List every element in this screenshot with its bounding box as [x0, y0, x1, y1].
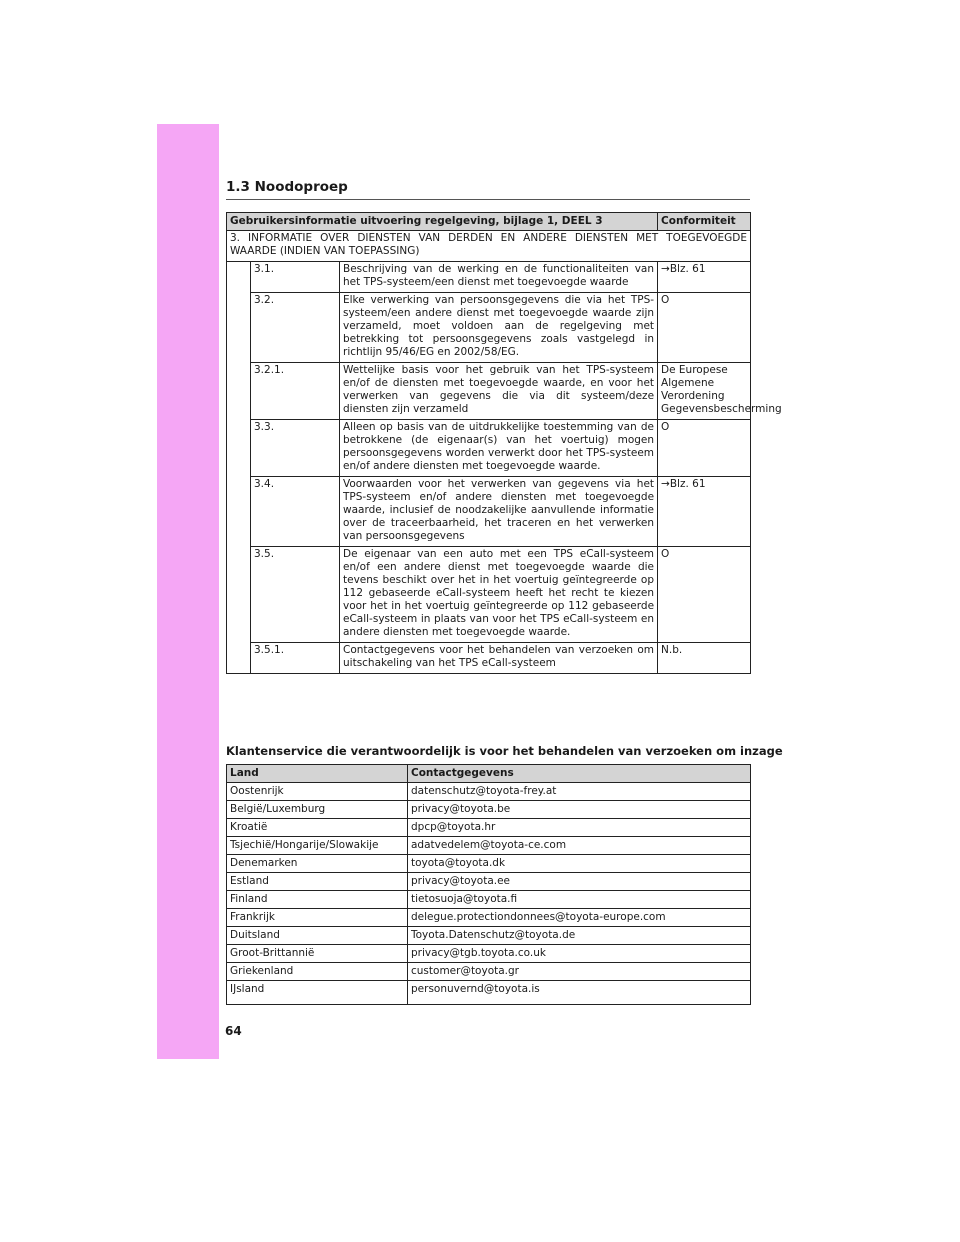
row-code: 3.2.1.	[251, 363, 340, 420]
row-description: Contactgegevens voor het behandelen van verzoeken om uitschakeling van het TPS eCall-systeem	[340, 643, 658, 674]
email-cell: delegue.protectiondonnees@toyota-europe.com	[408, 909, 751, 927]
table-row	[227, 363, 751, 420]
table-row	[227, 801, 751, 819]
country-cell: IJsland	[227, 981, 408, 1005]
regulation-table	[226, 212, 782, 674]
country-cell: België/Luxemburg	[227, 801, 408, 819]
table-row	[227, 819, 751, 837]
email-cell: privacy@toyota.ee	[408, 873, 751, 891]
email-cell: Toyota.Datenschutz@toyota.de	[408, 927, 751, 945]
email-cell: personuvernd@toyota.is	[408, 981, 751, 1005]
row-code: 3.2.	[251, 293, 340, 363]
email-cell: dpcp@toyota.hr	[408, 819, 751, 837]
table-row	[227, 927, 751, 945]
contacts-heading: Klantenservice die verantwoordelijk is voor het behandelen van verzoeken om inzage	[226, 744, 783, 758]
indent-cell	[227, 643, 251, 674]
table-row	[227, 643, 751, 674]
row-conformity: O	[658, 293, 751, 363]
country-cell: Denemarken	[227, 855, 408, 873]
row-conformity: O	[658, 420, 751, 477]
table-row	[227, 981, 751, 1005]
section-title: 1.3 Noodoproep	[226, 179, 348, 195]
row-conformity: →Blz. 61	[658, 262, 751, 293]
country-cell: Finland	[227, 891, 408, 909]
table-row	[227, 873, 751, 891]
email-cell: adatvedelem@toyota-ce.com	[408, 837, 751, 855]
header-regulation: Gebruikersinformatie uitvoering regelgeving, bijlage 1, DEEL 3	[227, 213, 658, 231]
row-code: 3.1.	[251, 262, 340, 293]
table-row	[227, 783, 751, 801]
table-row	[227, 547, 751, 643]
email-cell: privacy@tgb.toyota.co.uk	[408, 945, 751, 963]
row-description: Alleen op basis van de uitdrukkelijke toestemming van de betrokkene (de eigenaar(s) van het voertuig) mogen persoonsgegevens worden verwerkt door het TPS-systeem en/of andere diensten met toegevoegde waarde.	[340, 420, 658, 477]
row-conformity: N.b.	[658, 643, 751, 674]
table-row	[227, 837, 751, 855]
table-row	[227, 262, 751, 293]
table-row	[227, 420, 751, 477]
country-cell: Kroatië	[227, 819, 408, 837]
row-code: 3.5.1.	[251, 643, 340, 674]
email-cell: customer@toyota.gr	[408, 963, 751, 981]
table-row	[227, 909, 751, 927]
country-cell: Estland	[227, 873, 408, 891]
row-description: Elke verwerking van persoonsgegevens die via het TPS-systeem/een andere dienst met toegevoegde waarde zijn verzameld, moet voldoen aan de regelgeving met betrekking tot persoonsgegevens zoals vastgelegd in richtlijn 95/46/EG en 2002/58/EG.	[340, 293, 658, 363]
intro-row	[227, 231, 751, 262]
table-row	[227, 963, 751, 981]
row-description: Wettelijke basis voor het gebruik van het TPS-systeem en/of de diensten met toegevoegde waarde, en voor het verwerken van gegevens die via dit systeem/deze diensten zijn verzameld	[340, 363, 658, 420]
row-conformity: De Europese Algemene Verordening Gegevensbescherming	[658, 363, 751, 420]
email-cell: toyota@toyota.dk	[408, 855, 751, 873]
row-code: 3.3.	[251, 420, 340, 477]
table-row	[227, 855, 751, 873]
email-cell: tietosuoja@toyota.fi	[408, 891, 751, 909]
country-cell: Groot-Brittannië	[227, 945, 408, 963]
email-cell: privacy@toyota.be	[408, 801, 751, 819]
country-cell: Griekenland	[227, 963, 408, 981]
row-code: 3.4.	[251, 477, 340, 547]
regulation-table-header	[227, 213, 751, 231]
row-conformity: O	[658, 547, 751, 643]
indent-cell	[227, 293, 251, 363]
header-conformity: Conformiteit	[658, 213, 751, 231]
table-row	[227, 945, 751, 963]
header-country: Land	[227, 765, 408, 783]
indent-cell	[227, 477, 251, 547]
table-row	[227, 477, 751, 547]
chapter-side-tab	[157, 124, 219, 1059]
email-cell: datenschutz@toyota-frey.at	[408, 783, 751, 801]
row-description: Beschrijving van de werking en de functionaliteiten van het TPS-systeem/een dienst met toegevoegde waarde	[340, 262, 658, 293]
country-cell: Duitsland	[227, 927, 408, 945]
page-number: 64	[225, 1024, 242, 1038]
indent-cell	[227, 547, 251, 643]
row-conformity: →Blz. 61	[658, 477, 751, 547]
row-description: Voorwaarden voor het verwerken van gegevens via het TPS-systeem en/of andere diensten met toegevoegde waarde, inclusief de noodzakelijke aanvullende informatie over de traceerbaarheid, het traceren en het verwerken van persoonsgegevens	[340, 477, 658, 547]
country-cell: Tsjechië/Hongarije/Slowakije	[227, 837, 408, 855]
row-description: De eigenaar van een auto met een TPS eCall-systeem en/of een andere dienst met toegevoegde waarde die tevens beschikt over het in het voertuig geïntegreerde op 112 gebaseerde eCall-systeem heeft het recht te kiezen voor het in het voertuig geïntegreerde op 112 gebaseerde eCall-systeem in plaats van voor het TPS eCall-systeem en andere diensten met toegevoegde waarde.	[340, 547, 658, 643]
section-divider	[226, 199, 750, 200]
indent-cell	[227, 420, 251, 477]
header-contact: Contactgegevens	[408, 765, 751, 783]
table-row	[227, 293, 751, 363]
contacts-table-header	[227, 765, 751, 783]
contacts-table	[226, 764, 751, 1005]
country-cell: Oostenrijk	[227, 783, 408, 801]
intro-text: 3. INFORMATIE OVER DIENSTEN VAN DERDEN EN ANDERE DIENSTEN MET TOEGEVOEGDE WAARDE (INDIEN VAN TOEPASSING)	[227, 231, 751, 262]
table-row	[227, 891, 751, 909]
country-cell: Frankrijk	[227, 909, 408, 927]
indent-cell	[227, 262, 251, 293]
row-code: 3.5.	[251, 547, 340, 643]
indent-cell	[227, 363, 251, 420]
